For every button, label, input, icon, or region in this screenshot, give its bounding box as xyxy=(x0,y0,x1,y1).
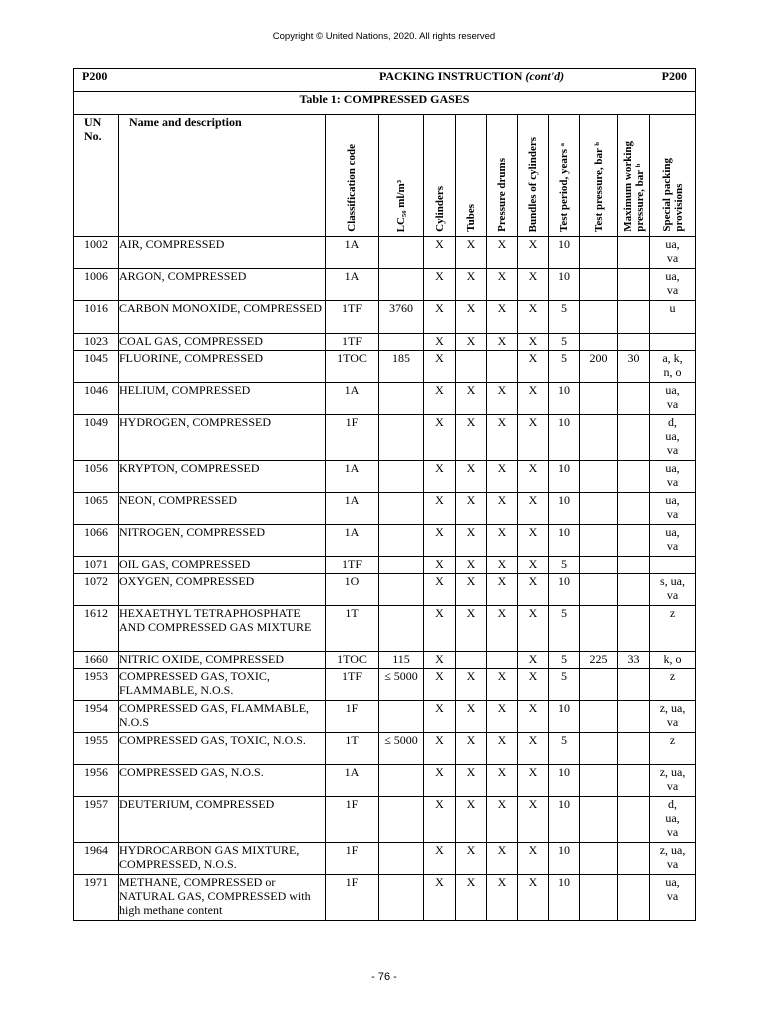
cell-cylinders: X xyxy=(424,493,456,525)
cell-cylinders: X xyxy=(424,557,456,574)
cell-cylinders: X xyxy=(424,525,456,557)
cell-bundles: X xyxy=(518,875,549,921)
cell-tubes: X xyxy=(456,669,487,701)
cell-test-period: 5 xyxy=(549,652,580,669)
cell-name-description: NEON, COMPRESSED xyxy=(119,493,326,525)
table-row xyxy=(74,237,696,269)
table-row xyxy=(74,557,696,574)
cell-cylinders: X xyxy=(424,334,456,351)
cell-classification-code: 1TOC xyxy=(326,351,379,383)
cell-max-working-pressure xyxy=(618,301,650,334)
cell-pressure-drums: X xyxy=(487,269,518,301)
cell-pressure-drums: X xyxy=(487,237,518,269)
cell-un-number: 1957 xyxy=(74,797,119,843)
cell-cylinders: X xyxy=(424,383,456,415)
table-row xyxy=(74,701,696,733)
cell-cylinders: X xyxy=(424,237,456,269)
cell-lc50 xyxy=(379,461,424,493)
cell-lc50 xyxy=(379,875,424,921)
cell-bundles: X xyxy=(518,765,549,797)
cell-cylinders: X xyxy=(424,765,456,797)
cell-bundles: X xyxy=(518,574,549,606)
cell-name-description: NITRIC OXIDE, COMPRESSED xyxy=(119,652,326,669)
cell-name-description: ARGON, COMPRESSED xyxy=(119,269,326,301)
cell-name-description: OXYGEN, COMPRESSED xyxy=(119,574,326,606)
cell-cylinders: X xyxy=(424,797,456,843)
cell-un-number: 1612 xyxy=(74,606,119,652)
cell-test-pressure xyxy=(580,669,618,701)
cell-cylinders: X xyxy=(424,843,456,875)
col-header-test-pressure: Test pressure, bar ᵇ xyxy=(580,115,618,237)
cell-lc50 xyxy=(379,269,424,301)
cell-tubes: X xyxy=(456,843,487,875)
cell-test-period: 10 xyxy=(549,525,580,557)
cell-pressure-drums: X xyxy=(487,701,518,733)
cell-test-pressure xyxy=(580,301,618,334)
instruction-header-row xyxy=(74,69,696,92)
cell-lc50 xyxy=(379,765,424,797)
col-header-special: Special packing provisions xyxy=(650,115,696,237)
cell-special-provisions: z, ua, va xyxy=(650,765,696,797)
cell-classification-code: 1T xyxy=(326,733,379,765)
cell-max-working-pressure xyxy=(618,493,650,525)
cell-name-description: COAL GAS, COMPRESSED xyxy=(119,334,326,351)
cell-test-period: 10 xyxy=(549,493,580,525)
cell-pressure-drums: X xyxy=(487,383,518,415)
cell-bundles: X xyxy=(518,843,549,875)
cell-special-provisions: ua, va xyxy=(650,875,696,921)
cell-un-number: 1971 xyxy=(74,875,119,921)
cell-cylinders: X xyxy=(424,875,456,921)
cell-lc50 xyxy=(379,525,424,557)
cell-pressure-drums: X xyxy=(487,733,518,765)
col-header-cylinders: Cylinders xyxy=(424,115,456,237)
cell-lc50 xyxy=(379,843,424,875)
cell-un-number: 1964 xyxy=(74,843,119,875)
cell-bundles: X xyxy=(518,383,549,415)
page-number: - 76 - xyxy=(371,971,397,983)
cell-un-number: 1056 xyxy=(74,461,119,493)
cell-test-period: 10 xyxy=(549,237,580,269)
col-header-test-period: Test period, years ᵃ xyxy=(549,115,580,237)
cell-test-period: 5 xyxy=(549,301,580,334)
cell-special-provisions: ua, va xyxy=(650,383,696,415)
cell-un-number: 1002 xyxy=(74,237,119,269)
cell-un-number: 1016 xyxy=(74,301,119,334)
cell-bundles: X xyxy=(518,669,549,701)
cell-test-pressure xyxy=(580,493,618,525)
cell-test-period: 5 xyxy=(549,334,580,351)
cell-classification-code: 1TF xyxy=(326,557,379,574)
cell-pressure-drums: X xyxy=(487,461,518,493)
cell-tubes: X xyxy=(456,557,487,574)
cell-special-provisions: u xyxy=(650,301,696,334)
cell-pressure-drums: X xyxy=(487,797,518,843)
cell-name-description: DEUTERIUM, COMPRESSED xyxy=(119,797,326,843)
cell-classification-code: 1TF xyxy=(326,334,379,351)
cell-classification-code: 1TOC xyxy=(326,652,379,669)
cell-un-number: 1045 xyxy=(74,351,119,383)
cell-bundles: X xyxy=(518,557,549,574)
cell-bundles: X xyxy=(518,415,549,461)
instruction-title-text: PACKING INSTRUCTION xyxy=(378,69,523,83)
cell-tubes: X xyxy=(456,493,487,525)
table-row xyxy=(74,525,696,557)
cell-test-period: 5 xyxy=(549,606,580,652)
cell-test-pressure xyxy=(580,797,618,843)
cell-cylinders: X xyxy=(424,351,456,383)
cell-test-pressure xyxy=(580,525,618,557)
cell-un-number: 1066 xyxy=(74,525,119,557)
table-row xyxy=(74,461,696,493)
cell-bundles: X xyxy=(518,606,549,652)
cell-un-number: 1660 xyxy=(74,652,119,669)
cell-test-pressure xyxy=(580,701,618,733)
cell-name-description: COMPRESSED GAS, TOXIC, N.O.S. xyxy=(119,733,326,765)
instruction-title xyxy=(326,69,618,92)
cell-pressure-drums: X xyxy=(487,493,518,525)
cell-un-number: 1954 xyxy=(74,701,119,733)
cell-tubes: X xyxy=(456,415,487,461)
cell-cylinders: X xyxy=(424,701,456,733)
cell-pressure-drums: X xyxy=(487,606,518,652)
cell-classification-code: 1A xyxy=(326,461,379,493)
cell-classification-code: 1A xyxy=(326,383,379,415)
cell-test-pressure xyxy=(580,334,618,351)
cell-bundles: X xyxy=(518,461,549,493)
cell-classification-code: 1TF xyxy=(326,669,379,701)
copyright-notice: Copyright © United Nations, 2020. All rights reserved xyxy=(272,31,496,42)
cell-tubes: X xyxy=(456,301,487,334)
cell-cylinders: X xyxy=(424,606,456,652)
cell-tubes xyxy=(456,351,487,383)
cell-tubes: X xyxy=(456,237,487,269)
cell-lc50: 3760 xyxy=(379,301,424,334)
cell-lc50 xyxy=(379,574,424,606)
cell-pressure-drums: X xyxy=(487,843,518,875)
table-row xyxy=(74,269,696,301)
cell-name-description: HEXAETHYL TETRAPHOSPHATE AND COMPRESSED GAS MIXTURE xyxy=(119,606,326,652)
cell-pressure-drums: X xyxy=(487,574,518,606)
cell-max-working-pressure xyxy=(618,557,650,574)
table-row xyxy=(74,301,696,334)
cell-test-pressure xyxy=(580,557,618,574)
cell-cylinders: X xyxy=(424,301,456,334)
cell-special-provisions: k, o xyxy=(650,652,696,669)
cell-special-provisions: a, k, n, o xyxy=(650,351,696,383)
cell-lc50 xyxy=(379,334,424,351)
cell-tubes: X xyxy=(456,797,487,843)
cell-test-pressure xyxy=(580,383,618,415)
cell-max-working-pressure xyxy=(618,269,650,301)
cell-cylinders: X xyxy=(424,669,456,701)
cell-tubes: X xyxy=(456,765,487,797)
cell-max-working-pressure xyxy=(618,669,650,701)
cell-pressure-drums xyxy=(487,652,518,669)
cell-classification-code: 1A xyxy=(326,493,379,525)
cell-tubes: X xyxy=(456,525,487,557)
cell-pressure-drums: X xyxy=(487,525,518,557)
cell-test-period: 10 xyxy=(549,765,580,797)
cell-classification-code: 1TF xyxy=(326,301,379,334)
cell-lc50: 185 xyxy=(379,351,424,383)
cell-bundles: X xyxy=(518,301,549,334)
cell-max-working-pressure xyxy=(618,237,650,269)
cell-un-number: 1955 xyxy=(74,733,119,765)
cell-special-provisions: d, ua, va xyxy=(650,415,696,461)
table-row xyxy=(74,652,696,669)
cell-pressure-drums: X xyxy=(487,669,518,701)
packing-instruction-table xyxy=(73,68,696,921)
table-row xyxy=(74,669,696,701)
col-header-pressure-drums: Pressure drums xyxy=(487,115,518,237)
cell-un-number: 1006 xyxy=(74,269,119,301)
cell-classification-code: 1F xyxy=(326,415,379,461)
table-row xyxy=(74,383,696,415)
cell-max-working-pressure xyxy=(618,797,650,843)
cell-un-number: 1046 xyxy=(74,383,119,415)
cell-test-pressure: 200 xyxy=(580,351,618,383)
cell-name-description: CARBON MONOXIDE, COMPRESSED xyxy=(119,301,326,334)
cell-name-description: AIR, COMPRESSED xyxy=(119,237,326,269)
cell-test-period: 10 xyxy=(549,415,580,461)
cell-un-number: 1072 xyxy=(74,574,119,606)
col-header-max-working: Maximum working pressure, bar ᵇ xyxy=(618,115,650,237)
cell-pressure-drums: X xyxy=(487,301,518,334)
cell-test-period: 10 xyxy=(549,701,580,733)
cell-test-pressure xyxy=(580,765,618,797)
cell-max-working-pressure xyxy=(618,415,650,461)
cell-test-period: 10 xyxy=(549,797,580,843)
cell-un-number: 1956 xyxy=(74,765,119,797)
cell-lc50 xyxy=(379,557,424,574)
cell-test-pressure xyxy=(580,415,618,461)
cell-name-description: HYDROGEN, COMPRESSED xyxy=(119,415,326,461)
col-header-classification: Classification code xyxy=(326,115,379,237)
cell-special-provisions xyxy=(650,557,696,574)
cell-name-description: KRYPTON, COMPRESSED xyxy=(119,461,326,493)
column-header-row xyxy=(74,115,696,237)
cell-bundles: X xyxy=(518,334,549,351)
col-header-lc50: LC₅₀ ml/m³ xyxy=(379,115,424,237)
cell-classification-code: 1F xyxy=(326,875,379,921)
col-header-tubes: Tubes xyxy=(456,115,487,237)
cell-name-description: FLUORINE, COMPRESSED xyxy=(119,351,326,383)
cell-name-description: COMPRESSED GAS, FLAMMABLE, N.O.S xyxy=(119,701,326,733)
instruction-code-left: P200 xyxy=(74,69,326,92)
cell-classification-code: 1A xyxy=(326,237,379,269)
cell-max-working-pressure xyxy=(618,461,650,493)
cell-name-description: METHANE, COMPRESSED or NATURAL GAS, COMPRESSED with high methane content xyxy=(119,875,326,921)
cell-name-description: NITROGEN, COMPRESSED xyxy=(119,525,326,557)
cell-test-period: 10 xyxy=(549,269,580,301)
cell-pressure-drums: X xyxy=(487,415,518,461)
cell-max-working-pressure xyxy=(618,875,650,921)
cell-max-working-pressure: 30 xyxy=(618,351,650,383)
cell-pressure-drums: X xyxy=(487,334,518,351)
cell-tubes: X xyxy=(456,733,487,765)
cell-pressure-drums: X xyxy=(487,875,518,921)
cell-lc50 xyxy=(379,383,424,415)
table-row xyxy=(74,334,696,351)
cell-max-working-pressure xyxy=(618,701,650,733)
cell-special-provisions xyxy=(650,334,696,351)
cell-un-number: 1953 xyxy=(74,669,119,701)
cell-un-number: 1065 xyxy=(74,493,119,525)
cell-classification-code: 1A xyxy=(326,765,379,797)
cell-special-provisions: s, ua, va xyxy=(650,574,696,606)
cell-name-description: COMPRESSED GAS, TOXIC, FLAMMABLE, N.O.S. xyxy=(119,669,326,701)
table-row xyxy=(74,765,696,797)
cell-classification-code: 1F xyxy=(326,701,379,733)
cell-name-description: HYDROCARBON GAS MIXTURE, COMPRESSED, N.O.S. xyxy=(119,843,326,875)
cell-cylinders: X xyxy=(424,652,456,669)
table-row xyxy=(74,875,696,921)
cell-tubes: X xyxy=(456,334,487,351)
cell-cylinders: X xyxy=(424,733,456,765)
cell-un-number: 1071 xyxy=(74,557,119,574)
col-header-name: Name and description xyxy=(119,115,326,237)
cell-cylinders: X xyxy=(424,461,456,493)
cell-test-pressure xyxy=(580,269,618,301)
cell-max-working-pressure xyxy=(618,843,650,875)
table-row xyxy=(74,606,696,652)
table-title-row xyxy=(74,92,696,115)
cell-special-provisions: z xyxy=(650,669,696,701)
cell-lc50 xyxy=(379,701,424,733)
cell-pressure-drums: X xyxy=(487,557,518,574)
col-header-un: UN No. xyxy=(74,115,119,237)
cell-test-period: 10 xyxy=(549,383,580,415)
cell-tubes: X xyxy=(456,606,487,652)
cell-special-provisions: ua, va xyxy=(650,461,696,493)
cell-lc50: ≤ 5000 xyxy=(379,669,424,701)
cell-max-working-pressure xyxy=(618,606,650,652)
cell-test-pressure xyxy=(580,733,618,765)
table-row xyxy=(74,843,696,875)
table-row xyxy=(74,797,696,843)
cell-test-pressure xyxy=(580,237,618,269)
cell-special-provisions: d, ua, va xyxy=(650,797,696,843)
cell-name-description: COMPRESSED GAS, N.O.S. xyxy=(119,765,326,797)
cell-max-working-pressure xyxy=(618,334,650,351)
cell-special-provisions: ua, va xyxy=(650,493,696,525)
cell-test-pressure xyxy=(580,461,618,493)
table-row xyxy=(74,351,696,383)
table-row xyxy=(74,493,696,525)
cell-tubes: X xyxy=(456,875,487,921)
cell-bundles: X xyxy=(518,525,549,557)
cell-tubes: X xyxy=(456,574,487,606)
cell-cylinders: X xyxy=(424,269,456,301)
table-title: Table 1: COMPRESSED GASES xyxy=(74,92,696,115)
cell-bundles: X xyxy=(518,652,549,669)
cell-lc50 xyxy=(379,415,424,461)
cell-tubes: X xyxy=(456,383,487,415)
cell-test-period: 10 xyxy=(549,574,580,606)
cell-max-working-pressure xyxy=(618,383,650,415)
cell-lc50: ≤ 5000 xyxy=(379,733,424,765)
cell-special-provisions: z xyxy=(650,606,696,652)
cell-name-description: OIL GAS, COMPRESSED xyxy=(119,557,326,574)
cell-pressure-drums xyxy=(487,351,518,383)
table-row xyxy=(74,415,696,461)
cell-test-pressure: 225 xyxy=(580,652,618,669)
cell-max-working-pressure xyxy=(618,733,650,765)
cell-test-period: 5 xyxy=(549,557,580,574)
cell-bundles: X xyxy=(518,733,549,765)
cell-classification-code: 1A xyxy=(326,269,379,301)
cell-test-pressure xyxy=(580,606,618,652)
cell-lc50 xyxy=(379,237,424,269)
cell-test-period: 10 xyxy=(549,875,580,921)
cell-classification-code: 1O xyxy=(326,574,379,606)
cell-test-period: 5 xyxy=(549,669,580,701)
cell-max-working-pressure xyxy=(618,765,650,797)
cell-lc50 xyxy=(379,606,424,652)
cell-name-description: HELIUM, COMPRESSED xyxy=(119,383,326,415)
cell-lc50: 115 xyxy=(379,652,424,669)
cell-tubes: X xyxy=(456,461,487,493)
cell-bundles: X xyxy=(518,701,549,733)
cell-special-provisions: ua, va xyxy=(650,525,696,557)
cell-special-provisions: z, ua, va xyxy=(650,701,696,733)
table-row xyxy=(74,733,696,765)
cell-tubes xyxy=(456,652,487,669)
cell-bundles: X xyxy=(518,269,549,301)
cell-max-working-pressure xyxy=(618,525,650,557)
cell-classification-code: 1F xyxy=(326,797,379,843)
cell-test-pressure xyxy=(580,574,618,606)
cell-bundles: X xyxy=(518,237,549,269)
cell-test-period: 10 xyxy=(549,843,580,875)
cell-test-period: 5 xyxy=(549,351,580,383)
cell-special-provisions: z, ua, va xyxy=(650,843,696,875)
cell-cylinders: X xyxy=(424,574,456,606)
cell-test-period: 10 xyxy=(549,461,580,493)
table-row xyxy=(74,574,696,606)
cell-tubes: X xyxy=(456,701,487,733)
cell-lc50 xyxy=(379,493,424,525)
instruction-code-right: P200 xyxy=(618,69,696,92)
cell-lc50 xyxy=(379,797,424,843)
cell-un-number: 1049 xyxy=(74,415,119,461)
cell-bundles: X xyxy=(518,351,549,383)
cell-classification-code: 1T xyxy=(326,606,379,652)
cell-max-working-pressure: 33 xyxy=(618,652,650,669)
cell-test-period: 5 xyxy=(549,733,580,765)
cell-max-working-pressure xyxy=(618,574,650,606)
cell-special-provisions: ua, va xyxy=(650,269,696,301)
instruction-title-suffix: (cont'd) xyxy=(525,69,565,83)
cell-test-pressure xyxy=(580,875,618,921)
cell-tubes: X xyxy=(456,269,487,301)
cell-bundles: X xyxy=(518,493,549,525)
cell-classification-code: 1A xyxy=(326,525,379,557)
cell-test-pressure xyxy=(580,843,618,875)
cell-bundles: X xyxy=(518,797,549,843)
cell-special-provisions: ua, va xyxy=(650,237,696,269)
col-header-bundles: Bundles of cylinders xyxy=(518,115,549,237)
cell-special-provisions: z xyxy=(650,733,696,765)
cell-un-number: 1023 xyxy=(74,334,119,351)
cell-classification-code: 1F xyxy=(326,843,379,875)
cell-cylinders: X xyxy=(424,415,456,461)
cell-pressure-drums: X xyxy=(487,765,518,797)
